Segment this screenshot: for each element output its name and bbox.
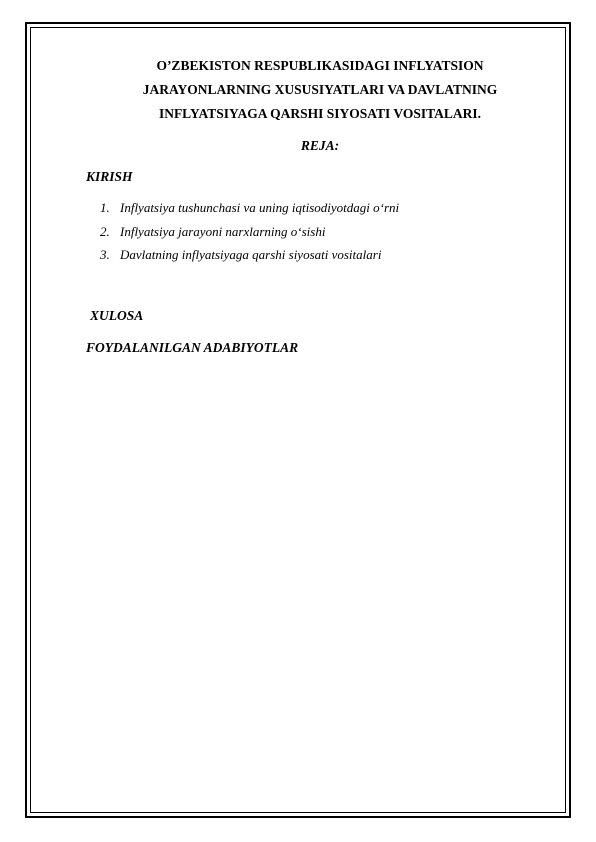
plan-item-text: Inflyatsiya jarayoni narxlarning o‘sishi: [120, 223, 326, 239]
title-line-3: INFLYATSIYAGA QARSHI SIYOSATI VOSITALARI.: [158, 106, 482, 121]
plan-heading: REJA:: [300, 138, 340, 153]
references-heading: FOYDALANILGAN ADABIYOTLAR: [86, 340, 299, 355]
plan-item-text: Davlatning inflyatsiyaga qarshi siyosati vositalari: [120, 247, 382, 262]
plan-list: [100, 199, 399, 270]
title-line-1: O’ZBEKISTON RESPUBLIKASIDAGI INFLYATSION: [156, 58, 484, 73]
plan-item: [100, 223, 399, 247]
plan-item-number: 2.: [100, 223, 110, 239]
conclusion-heading: XULOSA: [90, 308, 144, 323]
plan-item-text: Inflyatsiya tushunchasi va uning iqtisodiyotdagi o‘rni: [120, 200, 400, 215]
plan-item: [100, 199, 399, 223]
plan-item: [100, 246, 399, 270]
intro-heading: KIRISH: [86, 169, 133, 184]
plan-item-number: 1.: [100, 200, 110, 215]
plan-item-number: 3.: [100, 247, 110, 262]
title-line-2: JARAYONLARNING XUSUSIYATLARI VA DAVLATNING: [142, 82, 498, 97]
document-title: [100, 54, 540, 126]
